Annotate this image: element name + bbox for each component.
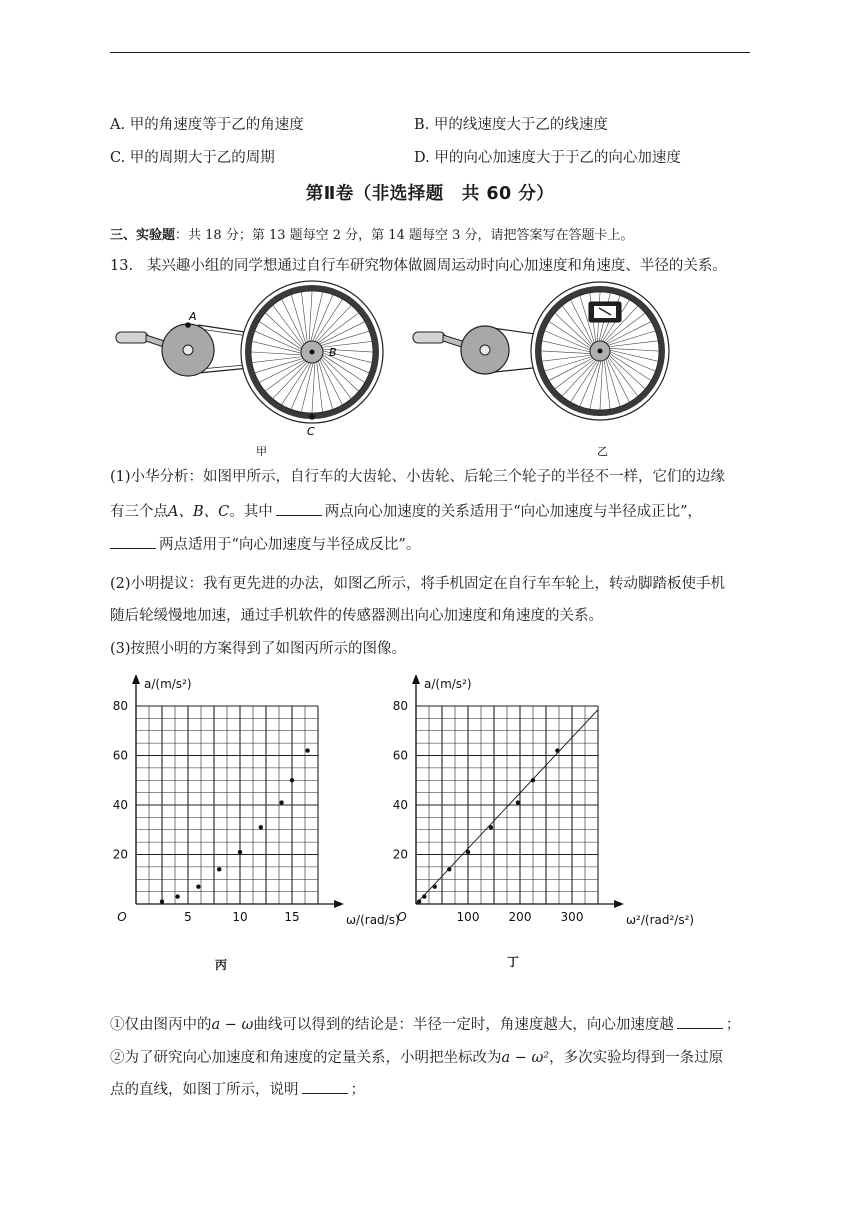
part-1-text-d: 两点向心加速度的关系适用于“向心加速度与半径成正比”， [324, 504, 703, 520]
sub-2-text-l2b: ； [350, 1082, 365, 1098]
x-tick-label: 15 [284, 910, 300, 924]
x-tick-label: 200 [508, 910, 532, 924]
x-tick-label: 10 [232, 910, 248, 924]
data-point [238, 850, 242, 854]
figure-jia-bicycle [116, 281, 383, 423]
data-point [196, 884, 200, 888]
data-point [305, 748, 309, 752]
question-stem: 某兴趣小组的同学想通过自行车研究物体做圆周运动时向心加速度和角速度、半径的关系。 [146, 258, 727, 274]
origin-label: O [397, 910, 407, 924]
point-c-dot [309, 414, 315, 420]
y-axis-arrow [412, 674, 420, 684]
x-axis-arrow [614, 900, 624, 908]
x-axis-arrow [334, 900, 344, 908]
section-heading [110, 224, 634, 243]
sub-1-text-d: ； [725, 1017, 741, 1033]
sub-2-text-c: ，多次实验均得到一条过原 [549, 1050, 724, 1066]
answer-blank-2[interactable] [110, 534, 156, 549]
option-c: C. 甲的周期大于乙的周期 [110, 150, 275, 166]
y-tick-label: 60 [112, 748, 128, 763]
y-tick-label: 20 [392, 847, 408, 862]
sub-2-formula: a − ω² [501, 1050, 550, 1066]
data-point [259, 825, 263, 829]
point-a-dot [185, 322, 191, 328]
chart-ding [380, 664, 695, 944]
caption-bing: 丙 [215, 958, 228, 972]
y-tick-label: 80 [392, 699, 408, 713]
data-point [160, 899, 164, 903]
x-tick-label: 5 [184, 910, 192, 924]
y-axis-label: a/(m/s²) [144, 677, 192, 691]
section-heading-text: ：共 18 分；第 13 题每空 2 分，第 14 题每空 3 分，请把答案写在答题卡上。 [175, 228, 634, 243]
part-1-line-1: (1)小华分析：如图甲所示，自行车的大齿轮、小齿轮、后轮三个轮子的半径不一样，它们的边缘 [110, 469, 726, 485]
sub-1-formula: a − ω [211, 1017, 254, 1033]
part-1-line-3 [110, 533, 750, 557]
y-axis-arrow [132, 674, 140, 684]
data-point [279, 800, 283, 804]
option-a: A. 甲的角速度等于乙的角速度 [110, 117, 304, 133]
x-tick-label: 100 [456, 910, 480, 924]
header-rule [110, 52, 750, 53]
question-number: 13. [110, 258, 134, 274]
section-title: 第Ⅱ卷（非选择题 共 60 分） [305, 184, 555, 204]
answer-blank-3[interactable] [677, 1014, 723, 1029]
sub-2-text-l2a: 点的直线，如图丁所示，说明 [110, 1082, 299, 1098]
answer-blank-1[interactable] [276, 501, 322, 516]
part-1-text-c: 。其中 [229, 504, 273, 520]
data-point [447, 867, 451, 871]
y-tick-label: 40 [392, 798, 408, 812]
y-axis-label: a/(m/s²) [424, 677, 472, 691]
label-figure-yi: 乙 [597, 445, 608, 458]
y-tick-label: 40 [112, 798, 128, 812]
y-tick-label: 80 [112, 699, 128, 713]
data-point [417, 899, 421, 903]
answer-blank-4[interactable] [302, 1079, 348, 1094]
data-point [433, 884, 437, 888]
part-1-points: A、B、C [168, 504, 230, 520]
x-axis-label: ω/(rad/s) [346, 913, 400, 927]
chart-bing [100, 664, 400, 944]
sub-question-2-line-2 [110, 1078, 750, 1102]
data-point [422, 894, 426, 898]
sub-1-text-a: ①仅由图丙中的 [110, 1017, 212, 1033]
sub-2-text-a: ②为了研究向心加速度和角速度的定量关系，小明把坐标改为 [110, 1050, 502, 1066]
label-point-b: B [329, 346, 337, 359]
data-point [217, 867, 221, 871]
pedal-handle [116, 332, 148, 343]
data-point [555, 748, 559, 752]
part-1-line-2 [110, 500, 750, 524]
label-figure-jia: 甲 [256, 445, 267, 458]
part-3-text: (3)按照小明的方案得到了如图丙所示的图像。 [110, 641, 407, 657]
label-point-a: A [189, 310, 197, 323]
pedal-handle-yi [413, 332, 445, 343]
x-tick-label: 300 [560, 910, 584, 924]
data-point [489, 825, 493, 829]
part-2-line-1: (2)小明提议：我有更先进的办法，如图乙所示，将手机固定在自行车车轮上，转动脚踏板使手机 [110, 576, 726, 592]
figure-yi-bicycle [413, 282, 669, 420]
option-b: B. 甲的线速度大于乙的线速度 [414, 117, 608, 133]
sub-question-2-line-1 [110, 1046, 750, 1070]
y-tick-label: 20 [112, 847, 128, 862]
x-axis-label: ω²/(rad²/s²) [626, 913, 695, 927]
data-point [466, 850, 470, 854]
sub-question-1 [110, 1013, 750, 1037]
option-d: D. 甲的向心加速度大于于乙的向心加速度 [414, 150, 681, 166]
data-point [516, 800, 520, 804]
data-point [531, 778, 535, 782]
part-1-text-e: 两点适用于“向心加速度与半径成反比”。 [159, 537, 421, 553]
origin-label: O [117, 910, 127, 924]
sub-1-text-c: 曲线可以得到的结论是：半径一定时，角速度越大，向心加速度越 [253, 1017, 674, 1033]
label-point-c: C [307, 425, 315, 438]
data-point [175, 894, 179, 898]
question-13-stem [110, 254, 750, 278]
data-point [290, 778, 294, 782]
bicycle-figures [108, 292, 748, 460]
part-1-text-a: 有三个点 [110, 504, 168, 520]
section-heading-bold: 三、实验题 [110, 228, 176, 243]
y-tick-label: 60 [392, 748, 408, 763]
part-2-line-2: 随后轮缓慢地加速，通过手机软件的传感器测出向心加速度和角速度的关系。 [110, 608, 603, 624]
caption-ding: 丁 [507, 955, 520, 969]
